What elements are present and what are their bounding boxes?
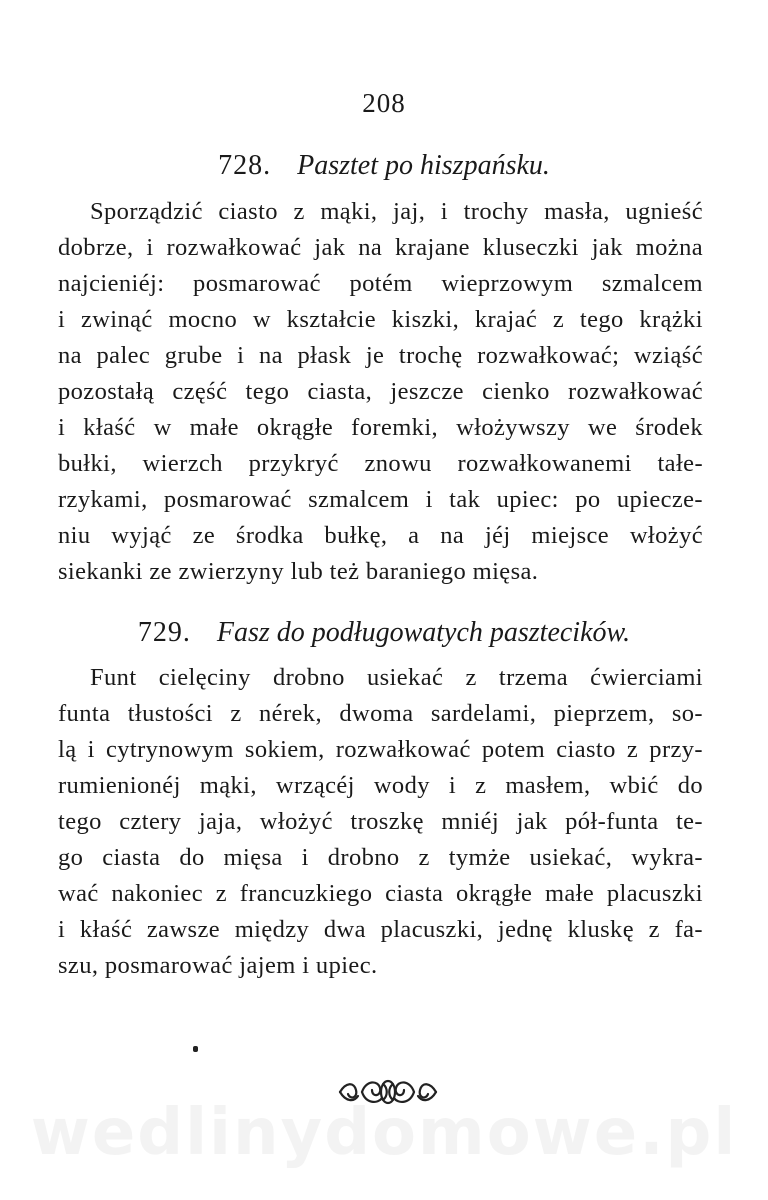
- text-line: na palec grube i na płask je trochę rozwałkować; wziąść: [58, 342, 703, 369]
- text-line: Sporządzić ciasto z mąki, jaj, i trochy masła, ugnieść: [90, 198, 703, 225]
- recipe-number: 728.: [218, 150, 272, 181]
- text-line: rzykami, posmarować szmalcem i tak upiec: po upiecze-: [58, 486, 703, 513]
- text-line: wać nakoniec z francuzkiego ciasta okrągłe małe placuszki: [58, 880, 703, 907]
- text-line: i kłaść w małe okrągłe foremki, włożywszy we środek: [58, 414, 703, 441]
- watermark: wedlinydomowe.pl: [30, 1096, 738, 1170]
- recipe-number: 729.: [137, 617, 191, 648]
- text-line: go ciasta do mięsa i drobno z tymże usiekać, wykra-: [58, 844, 703, 871]
- recipe-body-728: [58, 194, 703, 590]
- text-line: rumienionéj mąki, wrzącéj wody i z masłem, wbić do: [58, 772, 703, 799]
- text-line: bułki, wierzch przykryć znowu rozwałkowanemi tałe-: [58, 450, 703, 477]
- text-line: dobrze, i rozwałkować jak na krajane kluseczki jak można: [58, 234, 703, 261]
- text-line: i zwinąć mocno w kształcie kiszki, krajać z tego krążki: [58, 306, 703, 333]
- text-line: siekanki ze zwierzyny lub też baraniego mięsa.: [58, 558, 539, 585]
- text-line: tego cztery jaja, włożyć troszkę mniéj jak pół-funta te-: [58, 808, 703, 835]
- text-line: lą i cytrynowym sokiem, rozwałkować potem ciasto z przy-: [58, 736, 703, 763]
- text-line: pozostałą część tego ciasta, jeszcze cienko rozwałkować: [58, 378, 703, 405]
- text-line: szu, posmarować jajem i upiec.: [58, 952, 378, 979]
- recipe-heading-728: [0, 150, 768, 182]
- recipe-title: Fasz do podługowatych pasztecików.: [216, 617, 631, 648]
- recipe-body-729: [58, 660, 703, 984]
- page-number: 208: [362, 88, 406, 118]
- text-line: niu wyjąć ze środka bułkę, a na jéj miejsce włożyć: [58, 522, 703, 549]
- text-line: i kłaść zawsze między dwa placuszki, jednę kluskę z fa-: [58, 916, 703, 943]
- text-line: Funt cielęciny drobno usiekać z trzema ćwierciami: [90, 664, 703, 691]
- ink-speck: [193, 1046, 198, 1052]
- recipe-heading-729: [0, 617, 768, 649]
- text-line: najcieniéj: posmarować potém wieprzowym szmalcem: [58, 270, 703, 297]
- recipe-title: Pasztet po hiszpańsku.: [297, 150, 550, 181]
- text-line: funta tłustości z nérek, dwoma sardelami, pieprzem, so-: [58, 700, 703, 727]
